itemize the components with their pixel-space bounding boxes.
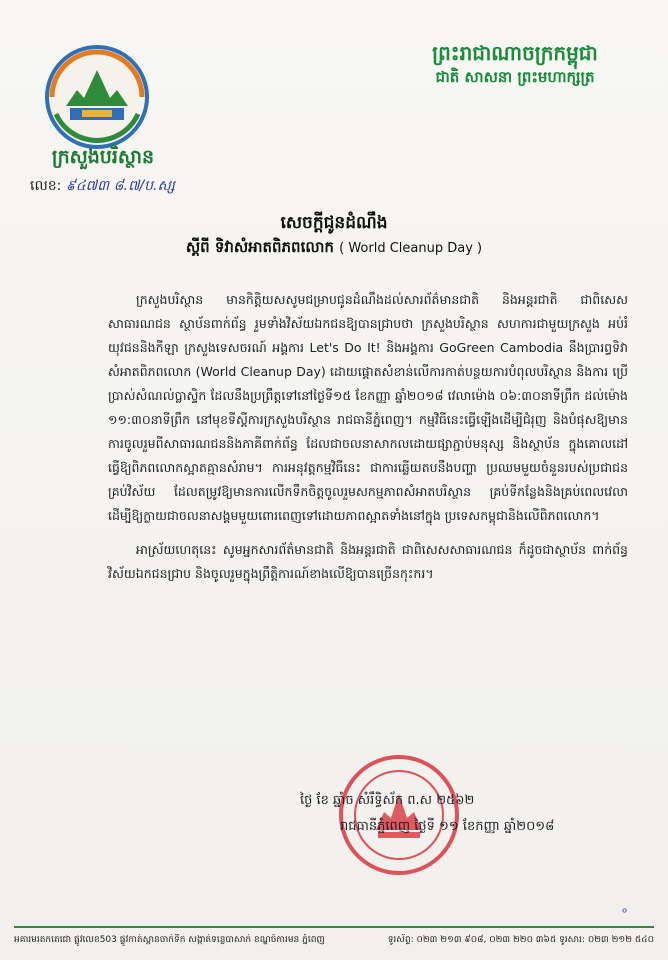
document-subject xyxy=(0,238,668,260)
reference-number xyxy=(30,176,175,197)
body-paragraph-1: ក្រសួងបរិស្ថាន មានកិត្តិយសសូមជម្រាបជូនដំណឹងដល់សារព័ត៌មានជាតិ និងអន្តរជាតិ ជាពិសេស សាធារណជន ស្ថាប័នពាក់ព័ន្ធ រួមទាំងវិស័យឯកជនឱ្យបានជ្រាបថា ក្រសួងបរិស្ថាន សហការជាមួយក្រសួង អប់រំ យុវជននិងកីឡា ក្រសួងទេសចរណ៍ អង្គការ Let's Do It! និងអង្គការ GoGreen Cambodia នឹងប្រារព្ធទិវា សំអាតពិភពលោក (World Cleanup Day) ដោយផ្តោតសំខាន់លើការកាត់បន្ថយការបំពុលបរិស្ថាន និងការ ប្រើប្រាស់សំណល់ប្លាស្ទិក ដែលនឹងប្រព្រឹត្តទៅនៅថ្ងៃទី១៥ ខែកញ្ញា ឆ្នាំ២០១៨ វេលាម៉ោង ០៦:៣០នាទីព្រឹក ដល់ម៉ោង ១១:៣០នាទីព្រឹក នៅមុខទីស្តីការក្រសួងបរិស្ថាន រាជធានីភ្នំពេញ។ កម្មវិធីនេះធ្វើឡើងដើម្បីជំរុញ និងបំផុសឱ្យមានការចូលរួមពីសាធារណជននិងភាគីពាក់ព័ន្ធ ដែលជាចលនាសាកលដោយផ្សាភ្ជាប់មនុស្ស និងស្ថាប័ន ក្នុងគោលដៅធ្វើឱ្យពិភពលោកស្អាតគ្មានសំរាម។ ការអនុវត្តកម្មវិធីនេះ ជាការឆ្លើយតបនឹងបញ្ហា ប្រឈមមួយចំនួនរបស់ប្រជាជនគ្រប់វិស័យ ដែលតម្រូវឱ្យមានការលើកទឹកចិត្តចូលរួមសកម្មភាពសំអាតបរិស្ថាន គ្រប់ទីកន្លែងនិងគ្រប់ពេលវេលា ដើម្បីឱ្យក្លាយជាចលនាសង្គមមួយពោរពេញទៅដោយភាពស្អាតទាំងនៅក្នុង ប្រទេសកម្ពុជានិងលើពិភពលោក។ xyxy=(108,292,628,523)
footer-address: អគារមរតកតេជោ ផ្លូវលេខ503 ផ្លូវកាត់ស្ពានចាក់ទឹក សង្កាត់ទន្លេបាសាក់ ខណ្ឌចំការមន ភ្នំពេញ xyxy=(14,935,325,945)
footer-phones: ទូរស័ព្ទ: ០២៣ ២១៣ ៩០៨, ០២៣ ២២០ ៣៦៥ ទូរសារ: ០២៣ ២១២ ៥៤០ xyxy=(387,935,654,945)
reference-label: លេខ: xyxy=(30,178,62,194)
national-motto: ជាតិ សាសនា ព្រះមហាក្សត្រ xyxy=(435,68,595,86)
subject-khmer: ស្តីពី ទិវាសំអាតពិភពលោក xyxy=(185,238,334,256)
subject-english: ( World Cleanup Day ) xyxy=(339,241,483,256)
reference-suffix: ៨.៧/ប.ស្ស xyxy=(113,178,175,194)
ministry-name: ក្រសួងបរិស្ថាន xyxy=(51,146,155,168)
kingdom-heading: ព្រះរាជាណាចក្រកម្ពុជា xyxy=(432,41,598,65)
body-paragraph-2: អាស្រ័យហេតុនេះ សូមអ្នកសារព័ត៌មានជាតិ និងអន្តរជាតិ ជាពិសេសសាធារណជន ក៏ដូចជាស្ថាប័ន ពាក់ព័ន្ធ វិស័យឯកជនជ្រាប និងចូលរួមក្នុងព្រឹត្តិការណ៍ខាងលើឱ្យបានច្រើនកុះករ។ xyxy=(108,542,628,581)
footer xyxy=(14,934,654,947)
lunar-date: ថ្ងៃ ខែ ឆ្នាំច សំរឹទ្ធិស័ក ព.ស ២៥៦២ xyxy=(300,793,475,808)
document-title: សេចក្តីជូនដំណឹង xyxy=(280,213,388,233)
official-seal-icon xyxy=(336,752,462,878)
place-and-date: រាជធានីភ្នំពេញ ថ្ងៃទី ១១ ខែកញ្ញា ឆ្នាំ២០១៨ xyxy=(340,819,555,834)
corner-initial: ᵒ xyxy=(622,906,628,921)
reference-handwritten-number: ៩៤៧៣ xyxy=(65,178,110,194)
letter-body xyxy=(108,288,628,596)
footer-divider xyxy=(14,926,654,928)
ministry-logo-icon xyxy=(44,44,150,150)
